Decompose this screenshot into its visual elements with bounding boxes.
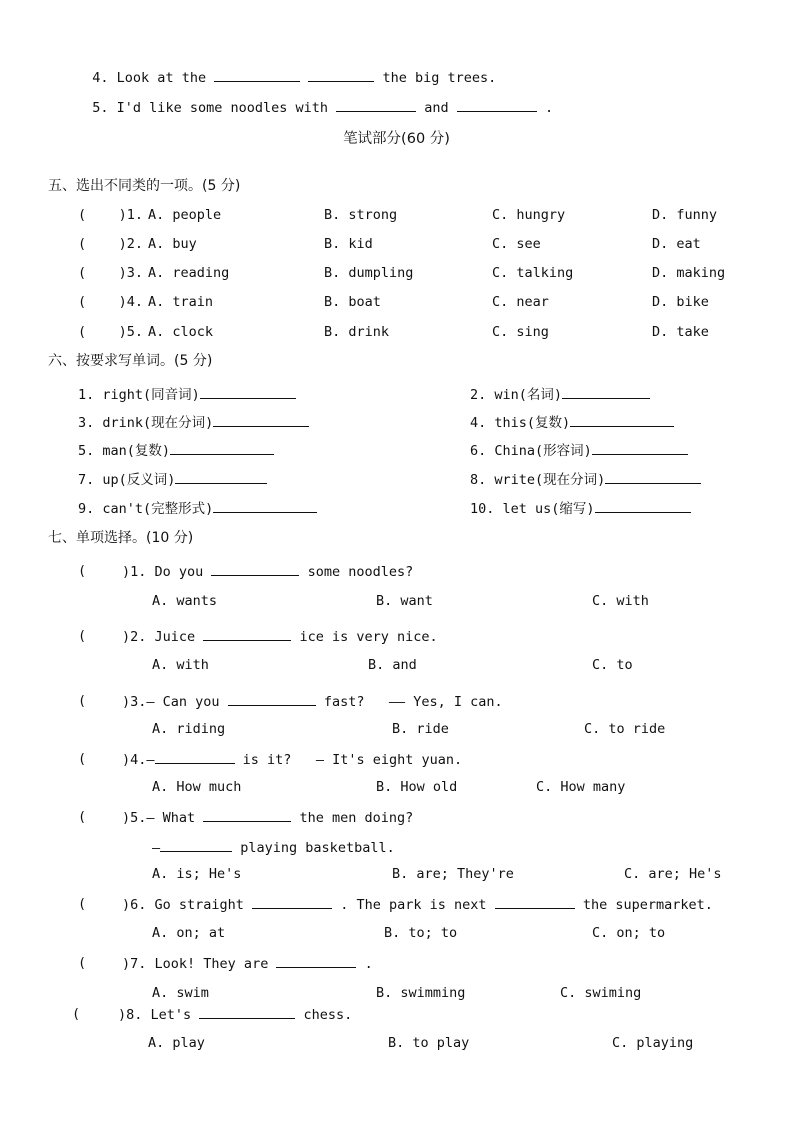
question-text: the men doing? xyxy=(299,810,414,826)
mc-question-1 xyxy=(122,562,413,581)
word-item xyxy=(78,499,317,518)
answer-blank[interactable] xyxy=(213,413,309,427)
question-text: —— Yes, I can. xyxy=(388,694,503,710)
question-text: Go straight xyxy=(154,897,244,913)
question-text: Do you xyxy=(154,564,204,580)
question-number: )5. xyxy=(122,810,147,826)
option-b[interactable]: B. How old xyxy=(376,779,458,795)
answer-blank[interactable] xyxy=(595,499,691,513)
answer-paren[interactable]: ( xyxy=(72,1006,81,1022)
option-a[interactable]: A. with xyxy=(152,657,209,673)
word-prompt: 1. right(同音词) xyxy=(78,387,200,403)
option-c[interactable]: C. talking xyxy=(492,265,574,281)
question-5-line xyxy=(76,80,553,117)
word-item xyxy=(78,413,309,432)
word-item xyxy=(470,413,674,432)
question-number[interactable]: ( )1. xyxy=(78,207,144,223)
option-b[interactable]: B. and xyxy=(368,657,417,673)
option-c[interactable]: C. near xyxy=(492,294,549,310)
question-text: Juice xyxy=(154,629,196,645)
question-number: )3. xyxy=(122,694,147,710)
question-text: . The park is next xyxy=(340,897,487,913)
option-a[interactable]: A. play xyxy=(148,1035,205,1051)
answer-paren[interactable]: ( xyxy=(78,693,87,709)
option-b[interactable]: B. are; They're xyxy=(392,866,514,882)
question-text: is it? xyxy=(242,752,292,768)
mc-question-2 xyxy=(122,627,438,646)
option-b[interactable]: B. ride xyxy=(392,721,449,737)
answer-blank[interactable] xyxy=(336,98,416,112)
word-prompt: 3. drink(现在分词) xyxy=(78,415,214,431)
question-text: the supermarket. xyxy=(582,897,713,913)
question-number: )6. xyxy=(122,897,147,913)
answer-blank[interactable] xyxy=(160,838,232,852)
answer-blank[interactable] xyxy=(570,413,674,427)
word-prompt: 8. write(现在分词) xyxy=(470,472,606,488)
section-7-title: 七、单项选择。(10 分) xyxy=(48,530,194,546)
word-prompt: 10. let us(缩写) xyxy=(470,501,595,517)
option-d[interactable]: D. making xyxy=(652,265,726,281)
answer-blank[interactable] xyxy=(495,895,575,909)
answer-blank[interactable] xyxy=(252,895,332,909)
answer-paren[interactable]: ( xyxy=(78,955,87,971)
option-c[interactable]: C. sing xyxy=(492,324,549,340)
question-number[interactable]: ( )4. xyxy=(78,294,144,310)
option-c[interactable]: C. swiming xyxy=(560,985,642,1001)
word-item xyxy=(470,385,650,404)
answer-blank[interactable] xyxy=(200,385,296,399)
question-text: I'd like some noodles with xyxy=(116,100,328,116)
answer-blank[interactable] xyxy=(457,98,537,112)
word-prompt: 2. win(名词) xyxy=(470,387,563,403)
question-number: 5. xyxy=(92,100,109,116)
question-text: — It's eight yuan. xyxy=(315,752,463,768)
option-d[interactable]: D. bike xyxy=(652,294,709,310)
question-number[interactable]: ( )2. xyxy=(78,236,144,252)
answer-blank[interactable] xyxy=(213,499,317,513)
option-b[interactable]: B. want xyxy=(376,593,433,609)
question-number: )7. xyxy=(122,956,147,972)
question-text: . xyxy=(364,956,373,972)
question-text: the big trees. xyxy=(382,70,497,86)
mc-question-6 xyxy=(122,895,713,914)
option-c[interactable]: C. playing xyxy=(612,1035,694,1051)
word-prompt: 9. can't(完整形式) xyxy=(78,501,214,517)
question-text: — xyxy=(152,840,161,856)
section-6-title: 六、按要求写单词。(5 分) xyxy=(48,353,213,369)
answer-paren[interactable]: ( xyxy=(78,563,87,579)
option-a[interactable]: A. How much xyxy=(152,779,242,795)
answer-paren[interactable]: ( xyxy=(78,896,87,912)
option-a[interactable]: A. riding xyxy=(152,721,226,737)
answer-blank[interactable] xyxy=(276,954,356,968)
option-b[interactable]: B. to; to xyxy=(384,925,458,941)
answer-blank[interactable] xyxy=(170,441,274,455)
option-c[interactable]: C. How many xyxy=(536,779,626,795)
option-c[interactable]: C. on; to xyxy=(592,925,666,941)
question-text: Let's xyxy=(150,1007,192,1023)
question-number[interactable]: ( )5. xyxy=(78,324,144,340)
question-number[interactable]: ( )3. xyxy=(78,265,144,281)
word-item xyxy=(470,441,688,460)
option-a[interactable]: A. clock xyxy=(148,324,214,340)
option-b[interactable]: B. dumpling xyxy=(324,265,414,281)
question-number: )8. xyxy=(118,1007,143,1023)
option-b[interactable]: B. swimming xyxy=(376,985,466,1001)
option-a[interactable]: A. buy xyxy=(148,236,197,252)
option-c[interactable]: C. to ride xyxy=(584,721,666,737)
question-text: playing basketball. xyxy=(240,840,395,856)
option-b[interactable]: B. drink xyxy=(324,324,390,340)
section-5-title: 五、选出不同类的一项。(5 分) xyxy=(48,178,241,194)
question-text: Look at the xyxy=(116,70,207,86)
question-text: fast? xyxy=(323,694,365,710)
question-text: some noodles? xyxy=(307,564,414,580)
answer-blank[interactable] xyxy=(155,750,235,764)
answer-blank[interactable] xyxy=(203,627,291,641)
question-text: — Can you xyxy=(146,694,220,710)
question-text: chess. xyxy=(303,1007,353,1023)
question-text: — xyxy=(146,752,155,768)
answer-paren[interactable]: ( xyxy=(78,751,87,767)
mc-question-4 xyxy=(122,750,462,769)
option-a[interactable]: A. on; at xyxy=(152,925,226,941)
mc-question-3 xyxy=(122,692,503,711)
option-c[interactable]: C. are; He's xyxy=(624,866,722,882)
answer-blank[interactable] xyxy=(562,385,650,399)
option-b[interactable]: B. to play xyxy=(388,1035,470,1051)
word-prompt: 6. China(形容词) xyxy=(470,443,592,459)
option-d[interactable]: D. funny xyxy=(652,207,718,223)
word-prompt: 7. up(反义词) xyxy=(78,472,176,488)
answer-blank[interactable] xyxy=(175,470,267,484)
option-a[interactable]: A. train xyxy=(148,294,214,310)
answer-blank[interactable] xyxy=(605,470,701,484)
question-number: )1. xyxy=(122,564,147,580)
word-prompt: 4. this(复数) xyxy=(470,415,571,431)
option-c[interactable]: C. with xyxy=(592,593,649,609)
option-a[interactable]: A. reading xyxy=(148,265,230,281)
option-a[interactable]: A. is; He's xyxy=(152,866,242,882)
question-number: )2. xyxy=(122,629,147,645)
option-c[interactable]: C. see xyxy=(492,236,541,252)
answer-blank[interactable] xyxy=(211,562,299,576)
answer-blank[interactable] xyxy=(228,692,316,706)
option-a[interactable]: A. swim xyxy=(152,985,209,1001)
word-item xyxy=(78,441,274,460)
word-prompt: 5. man(复数) xyxy=(78,443,171,459)
written-part-header: 笔试部分(60 分) xyxy=(343,131,450,147)
option-d[interactable]: D. eat xyxy=(652,236,701,252)
answer-blank[interactable] xyxy=(592,441,688,455)
question-text: . xyxy=(544,100,554,116)
option-b[interactable]: B. boat xyxy=(324,294,381,310)
answer-paren[interactable]: ( xyxy=(78,628,87,644)
word-item xyxy=(78,470,267,489)
mc-question-5 xyxy=(122,808,413,827)
option-b[interactable]: B. strong xyxy=(324,207,398,223)
question-text: and xyxy=(424,100,449,116)
mc-question-5-reply xyxy=(152,838,395,857)
question-text: ice is very nice. xyxy=(299,629,438,645)
answer-blank[interactable] xyxy=(203,808,291,822)
option-b[interactable]: B. kid xyxy=(324,236,373,252)
word-item xyxy=(78,385,296,404)
word-item xyxy=(470,470,701,489)
question-text: — What xyxy=(146,810,196,826)
question-text: Look! They are xyxy=(154,956,269,972)
option-a[interactable]: A. wants xyxy=(152,593,218,609)
answer-blank[interactable] xyxy=(199,1005,295,1019)
mc-question-7 xyxy=(122,954,373,973)
option-c[interactable]: C. hungry xyxy=(492,207,566,223)
question-number: )4. xyxy=(122,752,147,768)
answer-paren[interactable]: ( xyxy=(78,809,87,825)
question-number: 4. xyxy=(92,70,109,86)
mc-question-8 xyxy=(118,1005,352,1024)
word-item xyxy=(470,499,691,518)
option-a[interactable]: A. people xyxy=(148,207,222,223)
option-c[interactable]: C. to xyxy=(592,657,633,673)
option-d[interactable]: D. take xyxy=(652,324,709,340)
